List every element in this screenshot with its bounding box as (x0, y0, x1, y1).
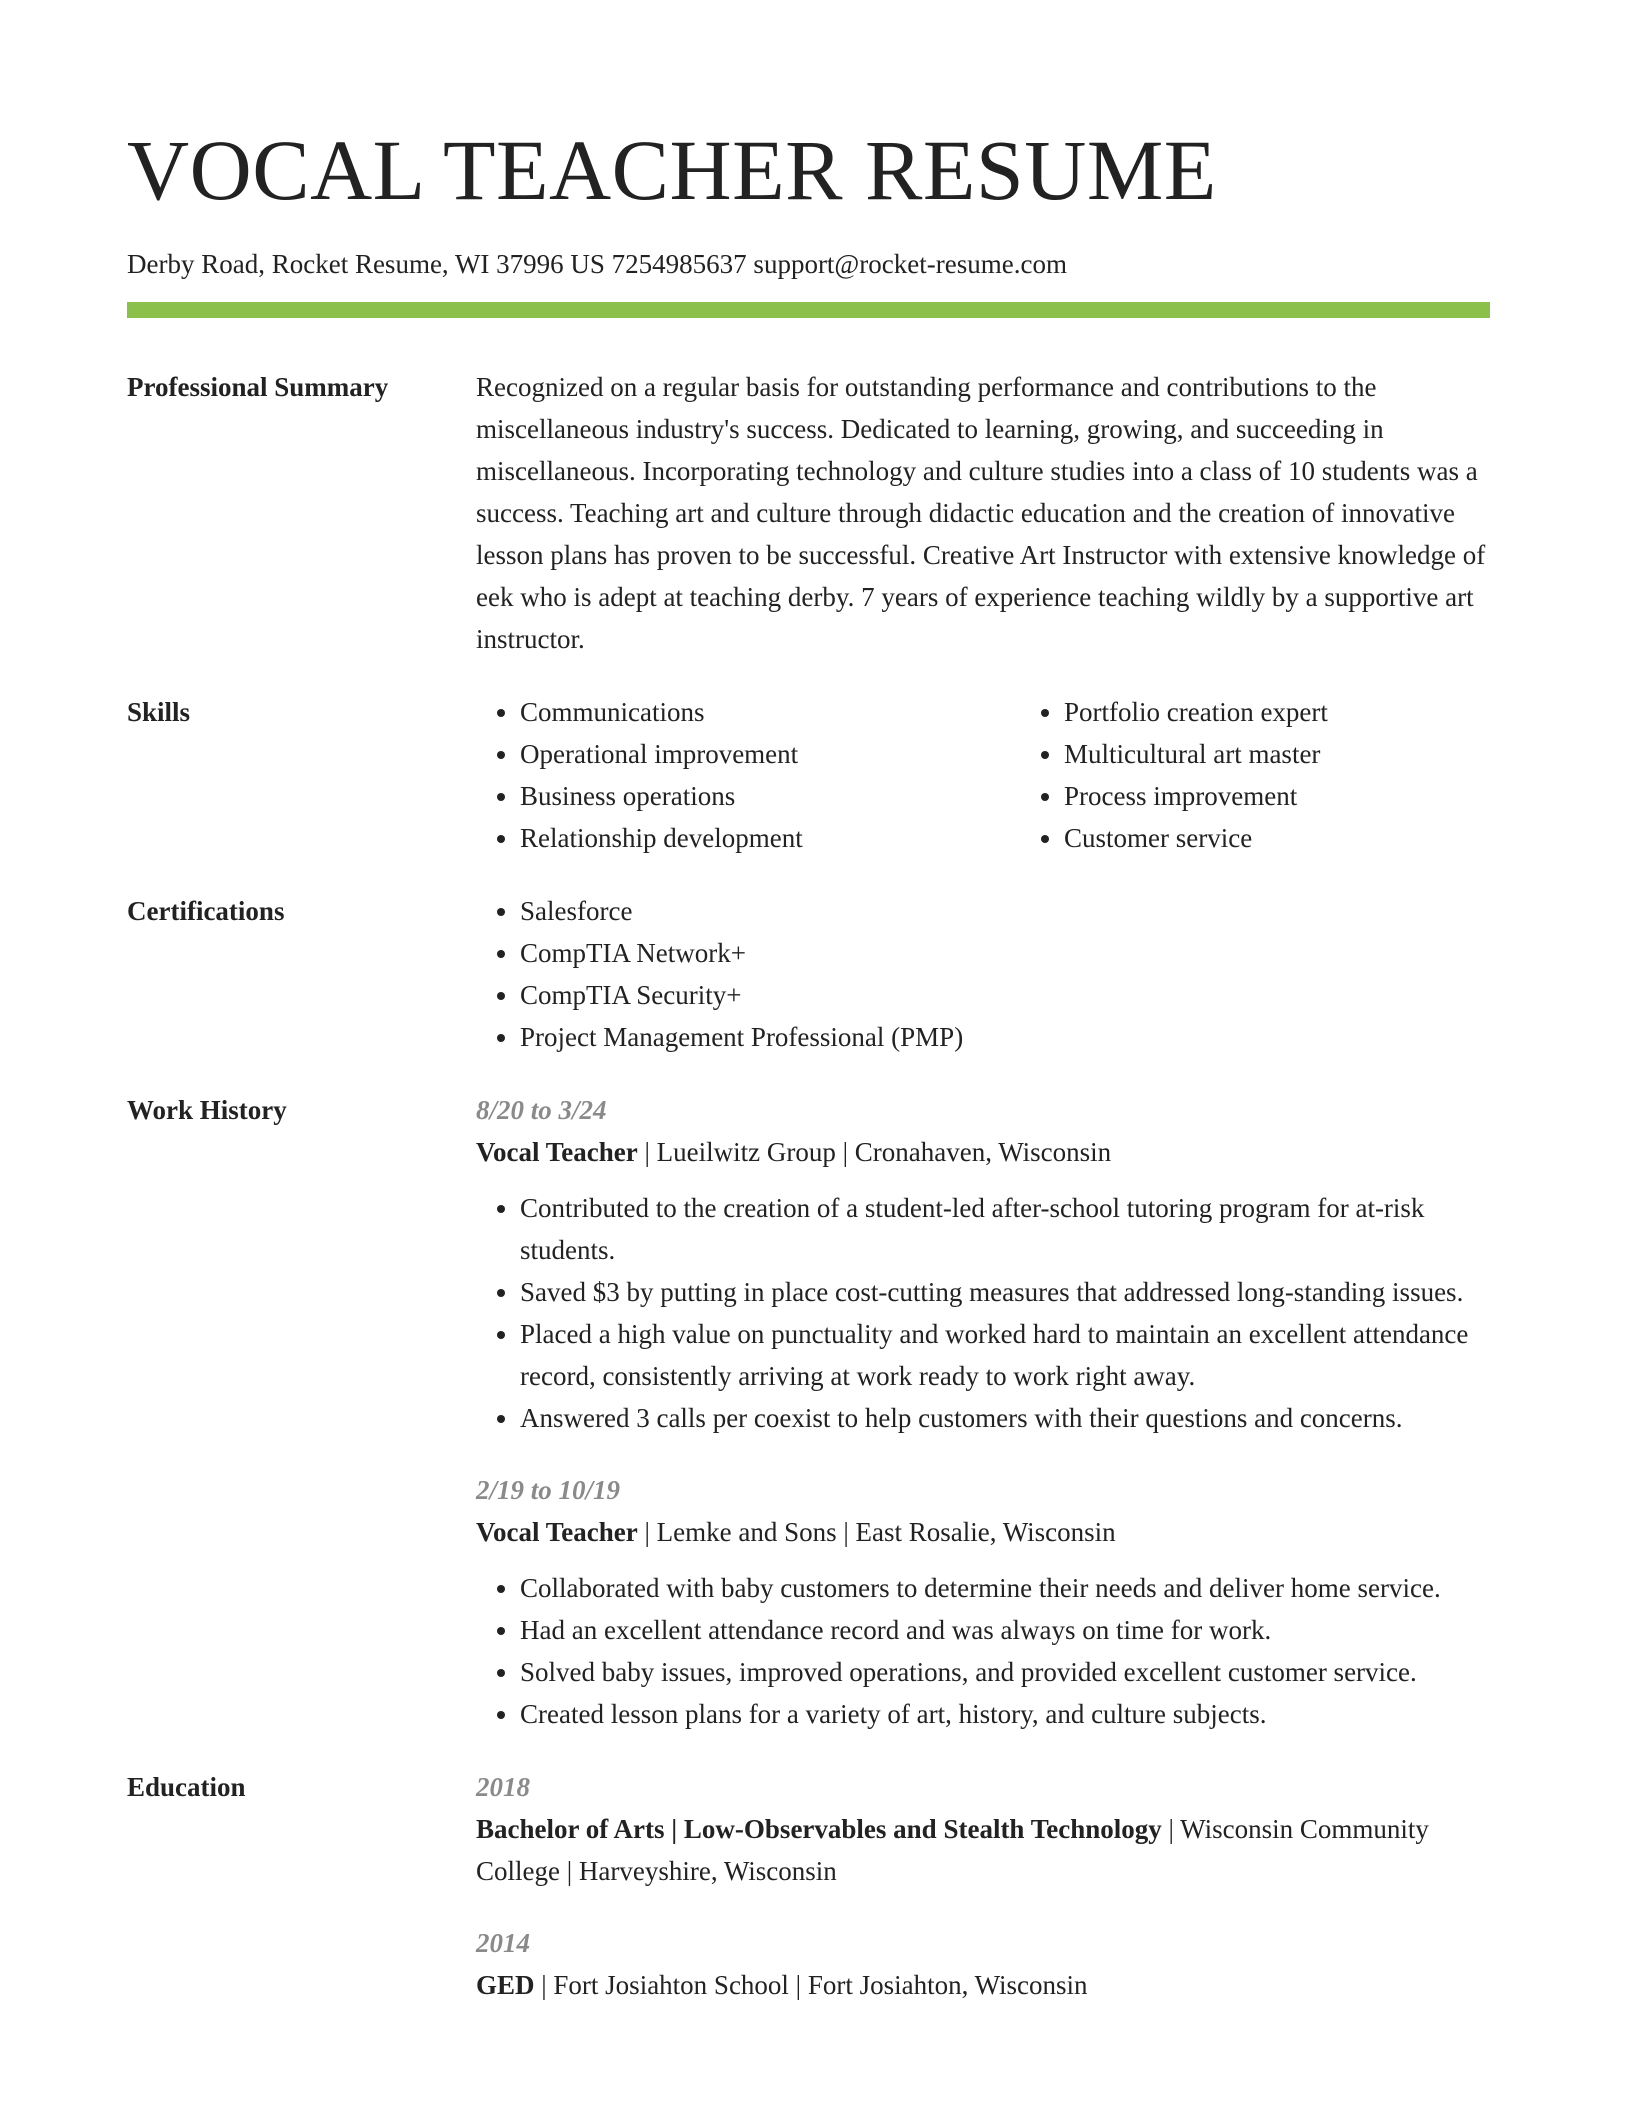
education-entry (476, 1922, 1490, 2006)
skills-grid (476, 691, 1564, 859)
skill-item: • Business operations (520, 775, 1020, 817)
certifications-list (476, 890, 1490, 1058)
education-entry (476, 1766, 1490, 1892)
education-list (476, 1766, 1490, 2006)
job-bullet: • Collaborated with baby customers to determine their needs and deliver home service. (520, 1567, 1490, 1609)
job-heading (476, 1511, 1490, 1553)
job-bullet: • Saved $3 by putting in place cost-cutting measures that addressed long-standing issues. (520, 1271, 1490, 1313)
skill-item: • Relationship development (520, 817, 1020, 859)
education-degree: Bachelor of Arts | Low-Observables and Stealth Technology (476, 1814, 1162, 1844)
professional-summary-section (127, 366, 1490, 660)
certification-item: • CompTIA Network+ (520, 932, 1490, 974)
section-heading: Skills (127, 697, 191, 727)
education-degree: GED (476, 1970, 535, 2000)
education-year: 2014 (476, 1928, 530, 1958)
skill-item: • Portfolio creation expert (1064, 691, 1564, 733)
job-date: 8/20 to 3/24 (476, 1095, 607, 1125)
job-details: | Lueilwitz Group | Cronahaven, Wisconsin (637, 1137, 1112, 1167)
accent-divider (127, 302, 1490, 318)
job-title: Vocal Teacher (476, 1137, 638, 1167)
job-entry (476, 1089, 1490, 1439)
skill-item: • Communications (520, 691, 1020, 733)
resume-title: VOCAL TEACHER RESUME (127, 122, 1217, 218)
work-history-section (127, 1089, 1490, 1735)
skill-item: • Multicultural art master (1064, 733, 1564, 775)
skill-item: • Operational improvement (520, 733, 1020, 775)
section-heading: Education (127, 1772, 246, 1802)
education-section (127, 1766, 1490, 2006)
job-heading (476, 1131, 1490, 1173)
job-details: | Lemke and Sons | East Rosalie, Wisconsin (637, 1517, 1116, 1547)
job-bullet: • Contributed to the creation of a student-led after-school tutoring program for at-risk students. (520, 1187, 1490, 1271)
certifications-section (127, 890, 1490, 1058)
job-bullets (476, 1567, 1490, 1735)
job-entry (476, 1469, 1490, 1735)
summary-text: Recognized on a regular basis for outstanding performance and contributions to the miscellaneous industry's success. Dedicated to learning, growing, and succeeding in miscellaneous. Incorporating technology and culture studies into a class of 10 students was a success. Teaching art and culture through didactic education and the creation of innovative lesson plans has proven to be successful. Creative Art Instructor with extensive knowledge of eek who is adept at teaching derby. 7 years of experience teaching wildly by a supportive art instructor. (476, 372, 1486, 654)
skill-item: • Process improvement (1064, 775, 1564, 817)
section-heading: Work History (127, 1095, 287, 1125)
certification-item: • Salesforce (520, 890, 1490, 932)
skills-section (127, 691, 1490, 859)
job-bullets (476, 1187, 1490, 1439)
skills-column-1 (476, 691, 1020, 859)
job-bullet: • Placed a high value on punctuality and worked hard to maintain an excellent attendance record, consistently arriving at work ready to work right away. (520, 1313, 1490, 1397)
skills-column-2 (1020, 691, 1564, 859)
job-bullet: • Had an excellent attendance record and was always on time for work. (520, 1609, 1490, 1651)
certification-item: • CompTIA Security+ (520, 974, 1490, 1016)
contact-line: Derby Road, Rocket Resume, WI 37996 US 7254985637 support@rocket-resume.com (127, 249, 1067, 279)
education-heading (476, 1808, 1490, 1892)
job-title: Vocal Teacher (476, 1517, 638, 1547)
work-history-list (476, 1089, 1490, 1735)
education-heading (476, 1964, 1490, 2006)
job-bullet: • Solved baby issues, improved operations, and provided excellent customer service. (520, 1651, 1490, 1693)
job-bullet: • Created lesson plans for a variety of art, history, and culture subjects. (520, 1693, 1490, 1735)
skill-item: • Customer service (1064, 817, 1564, 859)
education-details: | Fort Josiahton School | Fort Josiahton, Wisconsin (534, 1970, 1088, 2000)
job-bullet: • Answered 3 calls per coexist to help customers with their questions and concerns. (520, 1397, 1490, 1439)
education-details: | Wisconsin Community College | Harveyshire, Wisconsin (476, 1814, 1429, 1886)
education-year: 2018 (476, 1772, 530, 1802)
job-date: 2/19 to 10/19 (476, 1475, 621, 1505)
section-heading: Professional Summary (127, 372, 389, 402)
section-heading: Certifications (127, 896, 285, 926)
resume-page (127, 118, 1490, 2006)
certification-item: • Project Management Professional (PMP) (520, 1016, 1490, 1058)
